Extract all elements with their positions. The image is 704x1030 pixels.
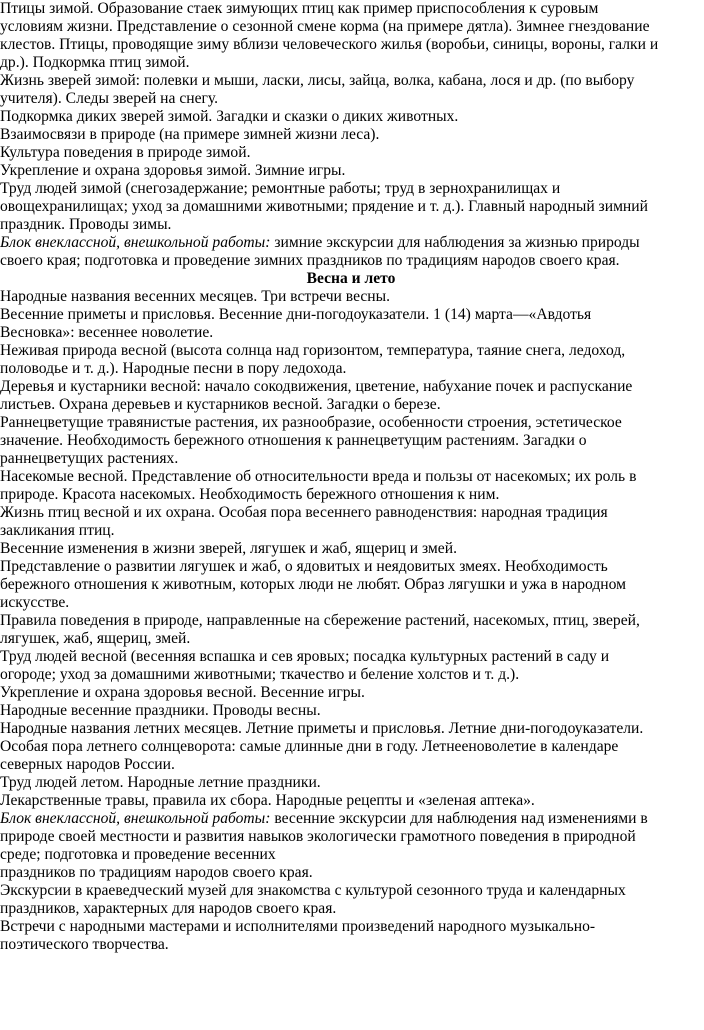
summer-work: Труд людей летом. Народные летние праздники. bbox=[0, 774, 321, 791]
winter-work-line-2: овощехранилищах; уход за домашними животными; прядение и т. д.). Главный народный зимний bbox=[0, 198, 648, 215]
spring-signs-line-2: Весновка»: весеннее новолетие. bbox=[0, 324, 214, 341]
museum-line-1: Экскурсии в краеведческий музей для знакомства с культурой сезонного труда и календарных bbox=[0, 882, 626, 899]
winter-birds-line-2: условиям жизни. Представление о сезонной смене корма (на примере дятла). Зимнее гнездование bbox=[0, 18, 650, 35]
winter-work-line-1: Труд людей зимой (снегозадержание; ремонтные работы; труд в зернохранилищах и bbox=[0, 180, 561, 197]
winter-extra-line-2: своего края; подготовка и проведение зимних праздников по традициям народов своего края. bbox=[0, 252, 620, 269]
spring-extra-line-4: праздников по традициям народов своего края. bbox=[0, 864, 313, 881]
spring-plants-line-2: значение. Необходимость бережного отношения к раннецветущим растениям. Загадки о bbox=[0, 432, 587, 449]
winter-birds-line-3: клестов. Птицы, проводящие зиму вблизи человеческого жилья (воробьи, синицы, вороны, галки и bbox=[0, 36, 659, 53]
spring-birds-line-1: Жизнь птиц весной и их охрана. Особая пора весеннего равноденствия: народная традиция bbox=[0, 504, 608, 521]
winter-extra-text: зимние экскурсии для наблюдения за жизнью природы bbox=[270, 234, 640, 251]
summer-herbs: Лекарственные травы, правила их сбора. Народные рецепты и «зеленая аптека». bbox=[0, 792, 535, 809]
spring-plants-line-1: Раннецветущие травянистые растения, их разнообразие, особенности строения, эстетическое bbox=[0, 414, 622, 431]
spring-frogs-line-2: бережного отношения к животным, которых люди не любят. Образ лягушки и ужа в народном bbox=[0, 576, 626, 593]
spring-extra-label: Блок внеклассной, внешкольной работы: bbox=[0, 810, 271, 827]
spring-rules-line-2: лягушек, жаб, ящериц, змей. bbox=[0, 630, 191, 647]
spring-extra-line-2: природе своей местности и развития навыков экологически грамотного поведения в природной bbox=[0, 828, 636, 845]
winter-animals-line-1: Жизнь зверей зимой: полевки и мыши, ласки, лисы, зайца, волка, кабана, лося и др. (по выбору bbox=[0, 72, 635, 89]
masters-line-2: поэтического творчества. bbox=[0, 936, 169, 953]
spring-extra-line-1 bbox=[0, 810, 648, 828]
winter-extra-label: Блок внеклассной, внешкольной работы: bbox=[0, 234, 271, 251]
spring-holidays: Народные весенние праздники. Проводы весны. bbox=[0, 702, 321, 719]
spring-insects-line-2: природе. Красота насекомых. Необходимость бережного отношения к ним. bbox=[0, 486, 500, 503]
spring-nonliving-line-2: половодье и т. д.). Народные песни в пору ледохода. bbox=[0, 360, 347, 377]
spring-extra-line-3: среде; подготовка и проведение весенних bbox=[0, 846, 276, 863]
spring-rules-line-1: Правила поведения в природе, направленные на сбережение растений, насекомых, птиц, зверей, bbox=[0, 612, 640, 629]
winter-extra-line-1 bbox=[0, 234, 640, 252]
spring-health: Укрепление и охрана здоровья весной. Весенние игры. bbox=[0, 684, 365, 701]
summer-names: Народные названия летних месяцев. Летние приметы и присловья. Летние дни-погодоуказатели. bbox=[0, 720, 644, 737]
summer-solstice-line-1: Особая пора летнего солнцеворота: самые длинные дни в году. Летнееноволетие в календаре bbox=[0, 738, 619, 755]
masters-line-1: Встречи с народными мастерами и исполнителями произведений народного музыкально- bbox=[0, 918, 596, 935]
winter-health: Укрепление и охрана здоровья зимой. Зимние игры. bbox=[0, 162, 346, 179]
winter-culture: Культура поведения в природе зимой. bbox=[0, 144, 251, 161]
museum-line-2: праздников, характерных для народов своего края. bbox=[0, 900, 337, 917]
spring-frogs-line-3: искусстве. bbox=[0, 594, 70, 611]
spring-trees-line-1: Деревья и кустарники весной: начало сокодвижения, цветение, набухание почек и распускание bbox=[0, 378, 633, 395]
spring-insects-line-1: Насекомые весной. Представление об относительности вреда и пользы от насекомых; их роль в bbox=[0, 468, 637, 485]
spring-changes: Весенние изменения в жизни зверей, лягушек и жаб, ящериц и змей. bbox=[0, 540, 457, 557]
winter-work-line-3: праздник. Проводы зимы. bbox=[0, 216, 172, 233]
winter-birds-line-4: др.). Подкормка птиц зимой. bbox=[0, 54, 190, 71]
spring-frogs-line-1: Представление о развитии лягушек и жаб, о ядовитых и неядовитых змеях. Необходимость bbox=[0, 558, 608, 575]
spring-work-line-2: огороде; уход за домашними животными; ткачество и беление холстов и т. д.). bbox=[0, 666, 520, 683]
spring-extra-text: весенние экскурсии для наблюдения над изменениями в bbox=[270, 810, 648, 827]
spring-nonliving-line-1: Неживая природа весной (высота солнца над горизонтом, температура, таяние снега, ледоход, bbox=[0, 342, 626, 359]
spring-trees-line-2: листьев. Охрана деревьев и кустарников весной. Загадки о березе. bbox=[0, 396, 441, 413]
spring-signs-line-1: Весенние приметы и присловья. Весенние дни-погодоуказатели. 1 (14) марта—«Авдотья bbox=[0, 306, 592, 323]
winter-animals-line-2: учителя). Следы зверей на снегу. bbox=[0, 90, 219, 107]
spring-names: Народные названия весенних месяцев. Три встречи весны. bbox=[0, 288, 391, 305]
spring-plants-line-3: раннецветущих растениях. bbox=[0, 450, 179, 467]
section-heading-spring-summer: Весна и лето bbox=[306, 270, 396, 287]
winter-birds-line-1: Птицы зимой. Образование стаек зимующих птиц как пример приспособления к суровым bbox=[0, 0, 599, 17]
summer-solstice-line-2: северных народов России. bbox=[0, 756, 175, 773]
spring-work-line-1: Труд людей весной (весенняя вспашка и сев яровых; посадка культурных растений в саду и bbox=[0, 648, 610, 665]
spring-birds-line-2: закликания птиц. bbox=[0, 522, 115, 539]
winter-relations: Взаимосвязи в природе (на примере зимней жизни леса). bbox=[0, 126, 380, 143]
winter-feeding: Подкормка диких зверей зимой. Загадки и сказки о диких животных. bbox=[0, 108, 459, 125]
